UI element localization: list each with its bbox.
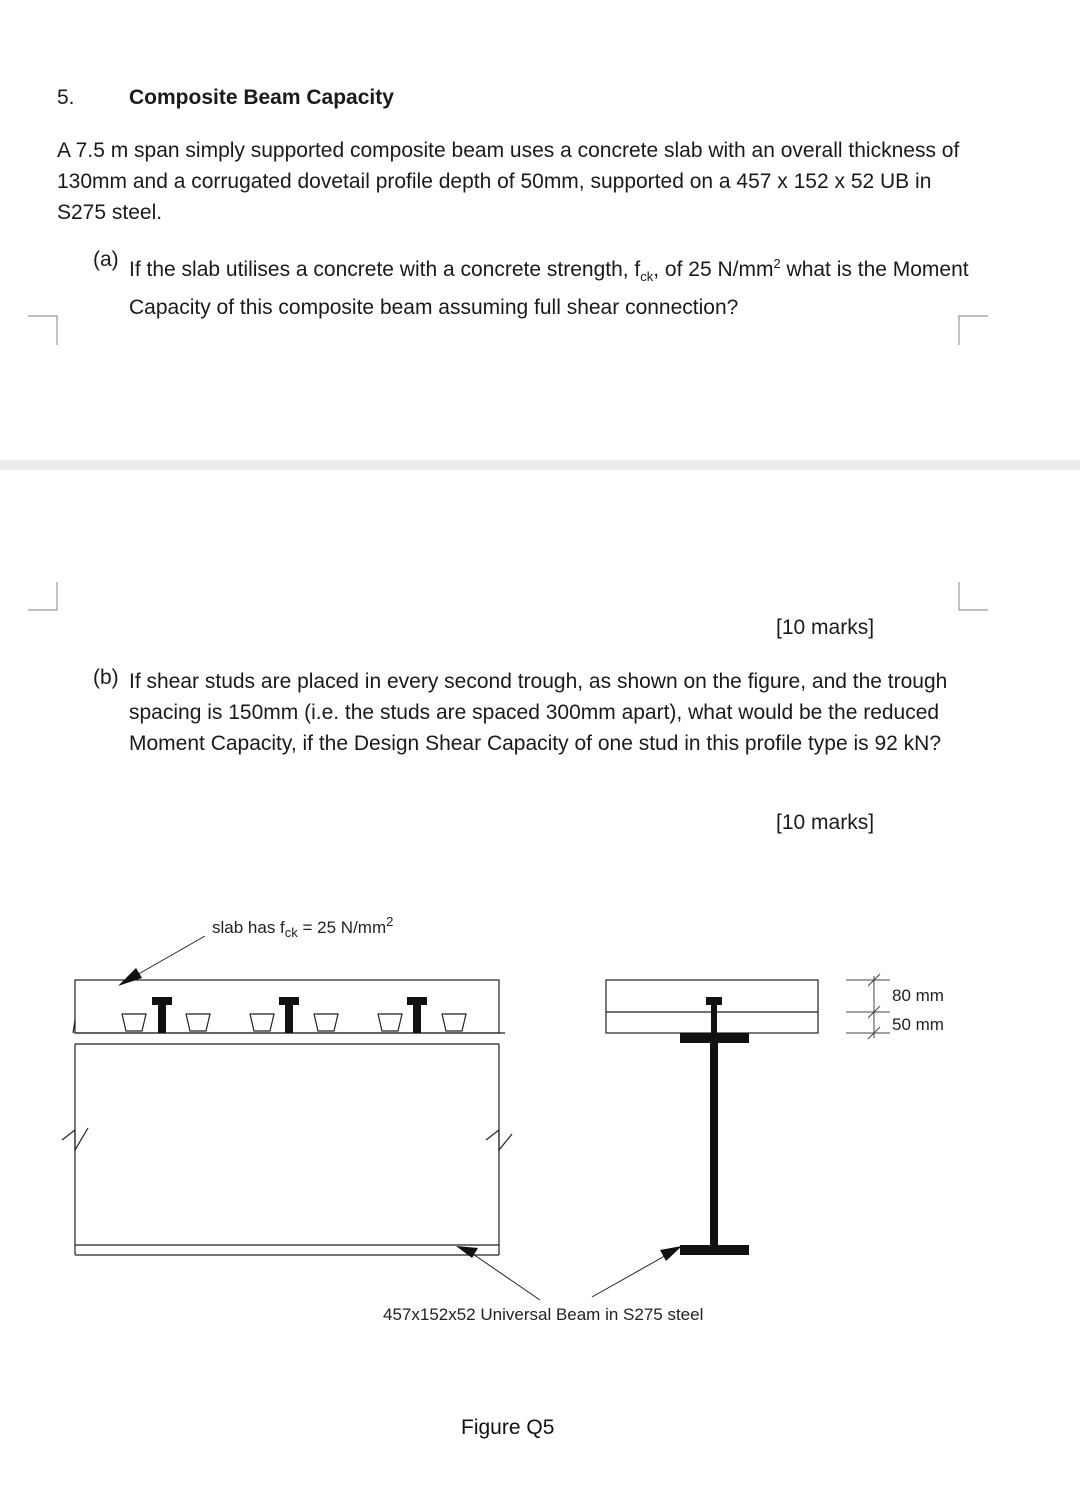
break-mark-right: [486, 1130, 512, 1150]
page-break: [0, 460, 1080, 470]
figure-q5: [0, 900, 1080, 1460]
shear-studs: [152, 997, 427, 1033]
beam-arrows: [456, 1246, 682, 1300]
part-b-marks: [10 marks]: [776, 811, 875, 834]
part-a-marks: [10 marks]: [776, 616, 875, 639]
dimension-50mm: 50 mm: [892, 1015, 944, 1034]
dimension-lines: [846, 974, 890, 1039]
slab-label: slab has $f_{ck} = 25$ $N/mm^2$: [212, 914, 394, 940]
part-b-label: (b): [93, 666, 119, 689]
part-a-text: If the slab utilises a concrete with a concrete strength, $f_{ck}$, of 25 $N/mm^2$ what is the Moment Capacity of this composite beam assuming full shear connection?: [129, 256, 969, 320]
page-corner-marks: [0, 0, 1080, 640]
figure-caption: Figure Q5: [461, 1416, 555, 1439]
slab-arrow: [118, 936, 205, 986]
question-title: Composite Beam Capacity: [129, 86, 394, 109]
question-number: 5.: [57, 86, 75, 109]
break-mark-left: [62, 1128, 88, 1150]
part-b-text: If shear studs are placed in every second trough, as shown on the figure, and the trough spacing is 150mm (i.e. the studs are spaced 300mm apart), what would be the reduced Moment Capacity, if the Design Shear Capacity of one stud in this profile type is 92 kN?: [129, 670, 948, 755]
i-beam-section: [680, 997, 749, 1255]
beam-label: 457x152x52 Universal Beam in S275 steel: [383, 1305, 704, 1324]
dimension-80mm: 80 mm: [892, 986, 944, 1005]
question-intro: A 7.5 m span simply supported composite beam uses a concrete slab with an overall thickness of 130mm and a corrugated dovetail profile depth of 50mm, supported on a 457 x 152 x 52 UB in S275 steel.: [57, 139, 960, 224]
part-a-label: (a): [93, 248, 119, 271]
